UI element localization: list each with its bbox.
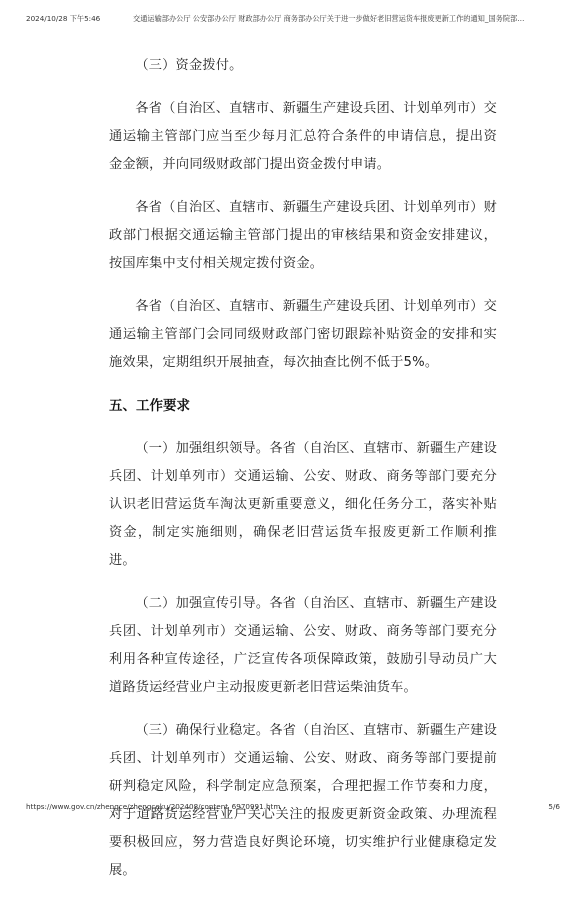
print-url: https://www.gov.cn/zhengce/zhengceku/202408/content_6970991.htm — [26, 802, 281, 811]
page-number: 5/6 — [548, 802, 560, 811]
print-date: 2024/10/28 下午5:46 — [26, 14, 101, 23]
print-page-title: 交通运输部办公厅 公安部办公厅 财政部办公厅 商务部办公厅关于进一步做好老旧营运货车报废更新工作的通知_国务院部… — [133, 14, 525, 23]
paragraph-strengthen-leadership: （一）加强组织领导。各省（自治区、直辖市、新疆生产建设兵团、计划单列市）交通运输、公安、财政、商务等部门要充分认识老旧营运货车淘汰更新重要意义，细化任务分工，落实补贴资金，制定实施细则，确保老旧营运货车报废更新工作顺利推进。 — [109, 441, 497, 568]
document-body — [109, 52, 497, 900]
print-footer — [26, 801, 560, 813]
paragraph-ensure-stability: （三）确保行业稳定。各省（自治区、直辖市、新疆生产建设兵团、计划单列市）交通运输、公安、财政、商务等部门要提前研判稳定风险，科学制定应急预案，合理把握工作节奏和力度，对于道路货运经营业户关心关注的报废更新资金政策、办理流程要积极回应，努力营造良好舆论环境，切实维护行业健康稳定发展。 — [109, 723, 497, 878]
paragraph-spot-check: 各省（自治区、直辖市、新疆生产建设兵团、计划单列市）交通运输主管部门会同同级财政部门密切跟踪补贴资金的安排和实施效果，定期组织开展抽查，每次抽查比例不低于5%。 — [109, 299, 497, 370]
paragraph-strengthen-publicity: （二）加强宣传引导。各省（自治区、直辖市、新疆生产建设兵团、计划单列市）交通运输、公安、财政、商务等部门要充分利用各种宣传途径，广泛宣传各项保障政策，鼓励引导动员广大道路货运经营业户主动报废更新老旧营运柴油货车。 — [109, 596, 497, 695]
paragraph-fund-disbursement-heading: （三）资金拨付。 — [135, 58, 243, 73]
print-header — [26, 13, 576, 25]
paragraph-transport-dept-application: 各省（自治区、直辖市、新疆生产建设兵团、计划单列市）交通运输主管部门应当至少每月汇总符合条件的申请信息，提出资金金额，并向同级财政部门提出资金拨付申请。 — [109, 101, 497, 172]
paragraph-finance-dept-payment: 各省（自治区、直辖市、新疆生产建设兵团、计划单列市）财政部门根据交通运输主管部门提出的审核结果和资金安排建议，按国库集中支付相关规定拨付资金。 — [109, 200, 497, 271]
section-heading-work-requirements: 五、工作要求 — [109, 398, 190, 414]
